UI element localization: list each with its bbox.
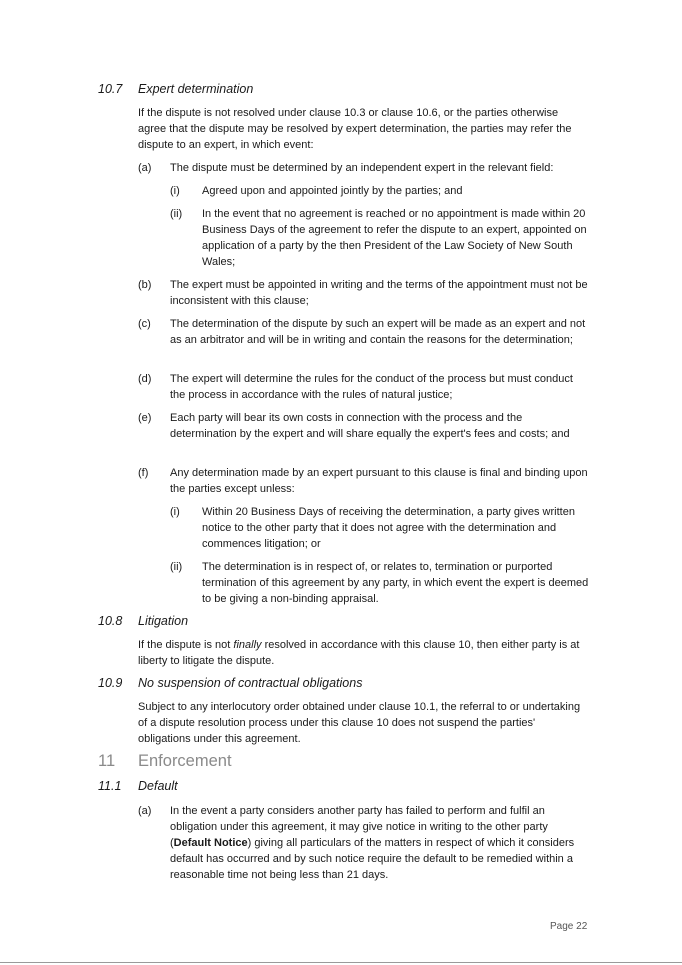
section-heading-10-9	[98, 676, 598, 694]
clause-10-7-a-ii: In the event that no agreement is reached or no appointment is made within 20 Business Days of the agreement to refer the dispute to an expert, appointed on application of a party by the then President of the Law Society of New South Wales;	[202, 208, 587, 268]
section-title: Expert determination	[138, 82, 254, 96]
clause-10-7-d: The expert will determine the rules for the conduct of the process but must conduct the process in accordance with the rules of natural justice;	[170, 373, 573, 401]
clause-10-7-c: The determination of the dispute by such an expert will be made as an expert and not as an arbitrator and will be in writing and contain the reasons for the determination;	[170, 318, 586, 346]
clause-10-7-intro: If the dispute is not resolved under clause 10.3 or clause 10.6, or the parties otherwise agree that the dispute may be resolved by expert determination, the parties may refer the dispute to an expert, in which event:	[138, 107, 572, 151]
clause-10-8-text	[138, 637, 588, 669]
clause-10-7-f: Any determination made by an expert pursuant to this clause is final and binding upon the parties except unless:	[170, 467, 588, 495]
text-run: In the event a party considers another party has failed to perform and fulfil an obligation under this agreement, it may give notice in writing to the other party (	[170, 805, 548, 849]
section-title: Litigation	[138, 614, 189, 628]
footer-divider	[0, 962, 682, 963]
section-number: 10.9	[98, 676, 123, 690]
clause-label: (b)	[138, 279, 152, 291]
clause-11-1-a	[170, 803, 590, 883]
chapter-heading-11	[98, 752, 598, 774]
section-heading-11-1	[98, 779, 598, 797]
section-heading-10-8	[98, 614, 598, 632]
clause-10-7-a: The dispute must be determined by an independent expert in the relevant field:	[170, 162, 554, 174]
section-number: 11.1	[98, 779, 122, 793]
defined-term: Default Notice	[173, 837, 248, 849]
clause-10-7-a-i: Agreed upon and appointed jointly by the parties; and	[202, 185, 463, 197]
clause-label: (e)	[138, 412, 152, 424]
clause-10-7-f-ii: The determination is in respect of, or relates to, termination or purported termination of this agreement by any party, in which event the expert is deemed to be giving a non-binding appraisal.	[202, 561, 589, 605]
section-number: 10.8	[98, 614, 123, 628]
subclause-label: (i)	[170, 185, 180, 197]
text-run: resolved in accordance with this clause 10, then either party is at liberty to litigate the dispute.	[138, 639, 580, 667]
text-run: ) giving all particulars of the matters in respect of which it considers default has occurred and by such notice require the default to be remedied within a reasonable time not being less than 21 days.	[170, 837, 575, 881]
clause-label: (d)	[138, 373, 152, 385]
clause-10-7-f-i: Within 20 Business Days of receiving the determination, a party gives written notice to the other party that it does not agree with the determination and commences litigation; or	[202, 506, 575, 550]
clause-label: (a)	[138, 805, 152, 817]
emphasis-text: finally	[233, 639, 262, 651]
subclause-label: (i)	[170, 506, 180, 518]
clause-label: (c)	[138, 318, 151, 330]
chapter-title: Enforcement	[138, 752, 232, 770]
section-number: 10.7	[98, 82, 123, 96]
section-title: Default	[138, 779, 178, 793]
clause-10-7-b: The expert must be appointed in writing and the terms of the appointment must not be inconsistent with this clause;	[170, 279, 588, 307]
page-number: Page 22	[550, 921, 588, 932]
section-heading-10-7	[98, 82, 598, 100]
clause-label: (a)	[138, 162, 152, 174]
text-run: If the dispute is not	[138, 639, 234, 651]
clause-10-7-e: Each party will bear its own costs in connection with the process and the determination by the expert and will share equally the expert's fees and costs; and	[170, 412, 570, 440]
section-title: No suspension of contractual obligations	[138, 676, 363, 690]
subclause-label: (ii)	[170, 208, 183, 220]
clause-label: (f)	[138, 467, 149, 479]
subclause-label: (ii)	[170, 561, 183, 573]
chapter-number: 11	[98, 752, 116, 770]
clause-10-9-text: Subject to any interlocutory order obtained under clause 10.1, the referral to or undertaking of a dispute resolution process under this clause 10 does not suspend the parties' obligations under this agreement.	[138, 701, 581, 745]
